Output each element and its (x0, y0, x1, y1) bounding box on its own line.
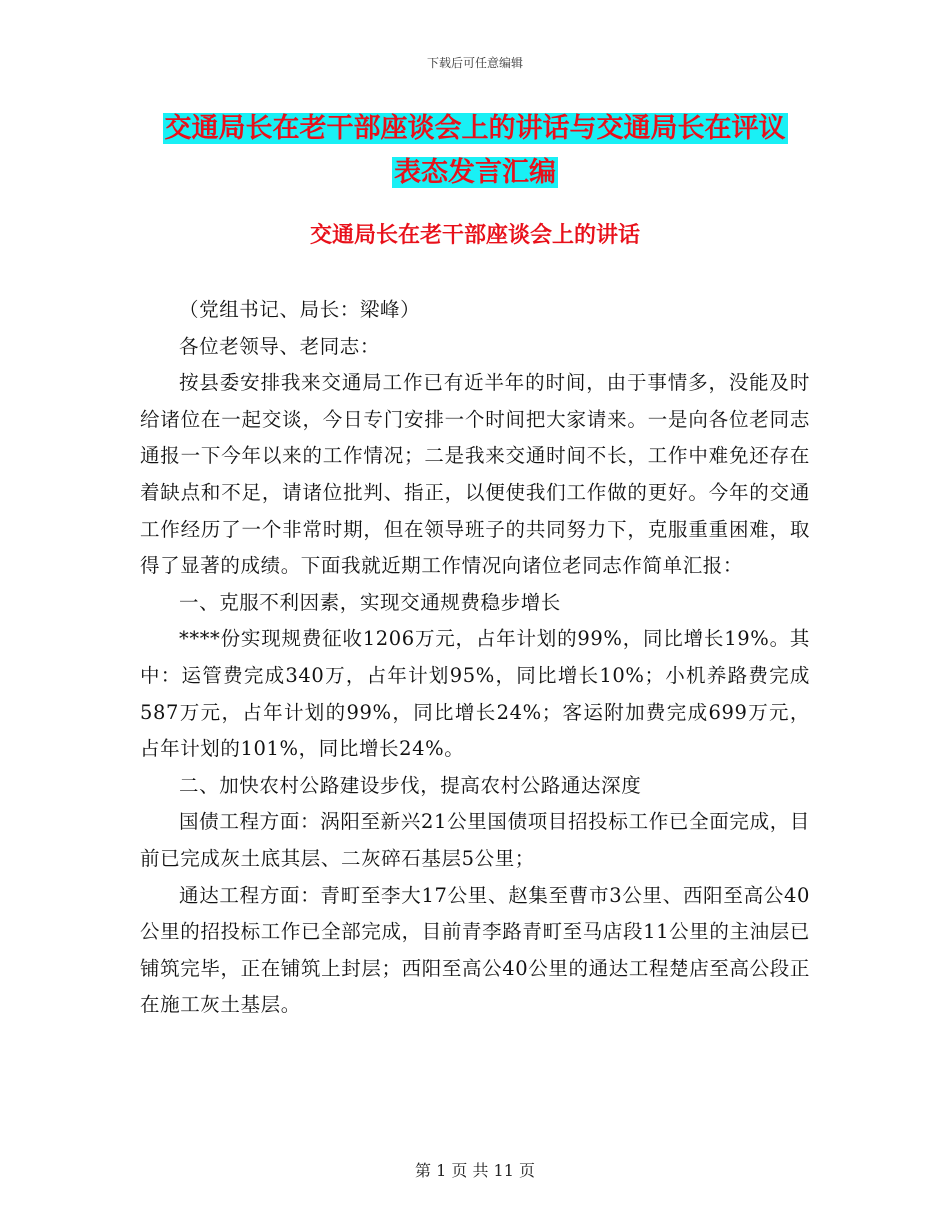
body-paragraph: 按县委安排我来交通局工作已有近半年的时间，由于事情多，没能及时给诸位在一起交谈，今日专门安排一个时间把大家请来。一是向各位老同志通报一下今年以来的工作情况；二是我来交通时间不长，工作中难免还存在着缺点和不足，请诸位批判、指正，以便使我们工作做的更好。今年的交通工作经历了一个非常时期，但在领导班子的共同努力下，克服重重困难，取得了显著的成绩。下面我就近期工作情况向诸位老同志作简单汇报： (140, 371, 810, 578)
page-header-note: 下载后可任意编辑 (426, 56, 523, 70)
speaker-line: （党组书记、局长：梁峰） (179, 298, 421, 321)
section-title: 交通局长在老干部座谈会上的讲话 (309, 223, 640, 248)
body-paragraph: 国债工程方面：涡阳至新兴21公里国债项目招投标工作已全面完成，目前已完成灰土底其层、二灰碎石基层5公里； (140, 810, 810, 870)
body-paragraph: 通达工程方面：青町至李大17公里、赵集至曹市3公里、西阳至高公40公里的招投标工作已全部完成，目前青李路青町至马店段11公里的主油层已铺筑完毕，正在铺筑上封层；西阳至高公40公里的通达工程楚店至高公段正在施工灰土基层。 (140, 883, 810, 1017)
document-title-text-2: 表态发言汇编 (394, 157, 556, 188)
section-heading-2: 二、加快农村公路建设步伐，提高农村公路通达深度 (179, 773, 642, 797)
document-title-text-1: 交通局长在老干部座谈会上的讲话与交通局长在评议 (164, 113, 786, 144)
document-body (140, 292, 810, 1024)
page-number-footer: 第 1 页 共 11 页 (415, 1161, 535, 1180)
section-heading-1: 一、克服不利因素，实现交通规费稳步增长 (179, 590, 561, 614)
salutation: 各位老领导、老同志： (179, 334, 381, 358)
body-paragraph: ****份实现规费征收1206万元，占年计划的99%，同比增长19%。其中：运管费完成340万，占年计划95%，同比增长10%；小机养路费完成587万元，占年计划的99%，同比增长24%；客运附加费完成699万元，占年计划的101%，同比增长24%。 (140, 627, 810, 761)
document-title-line-1 (0, 112, 950, 146)
document-title-line-2 (0, 156, 950, 190)
